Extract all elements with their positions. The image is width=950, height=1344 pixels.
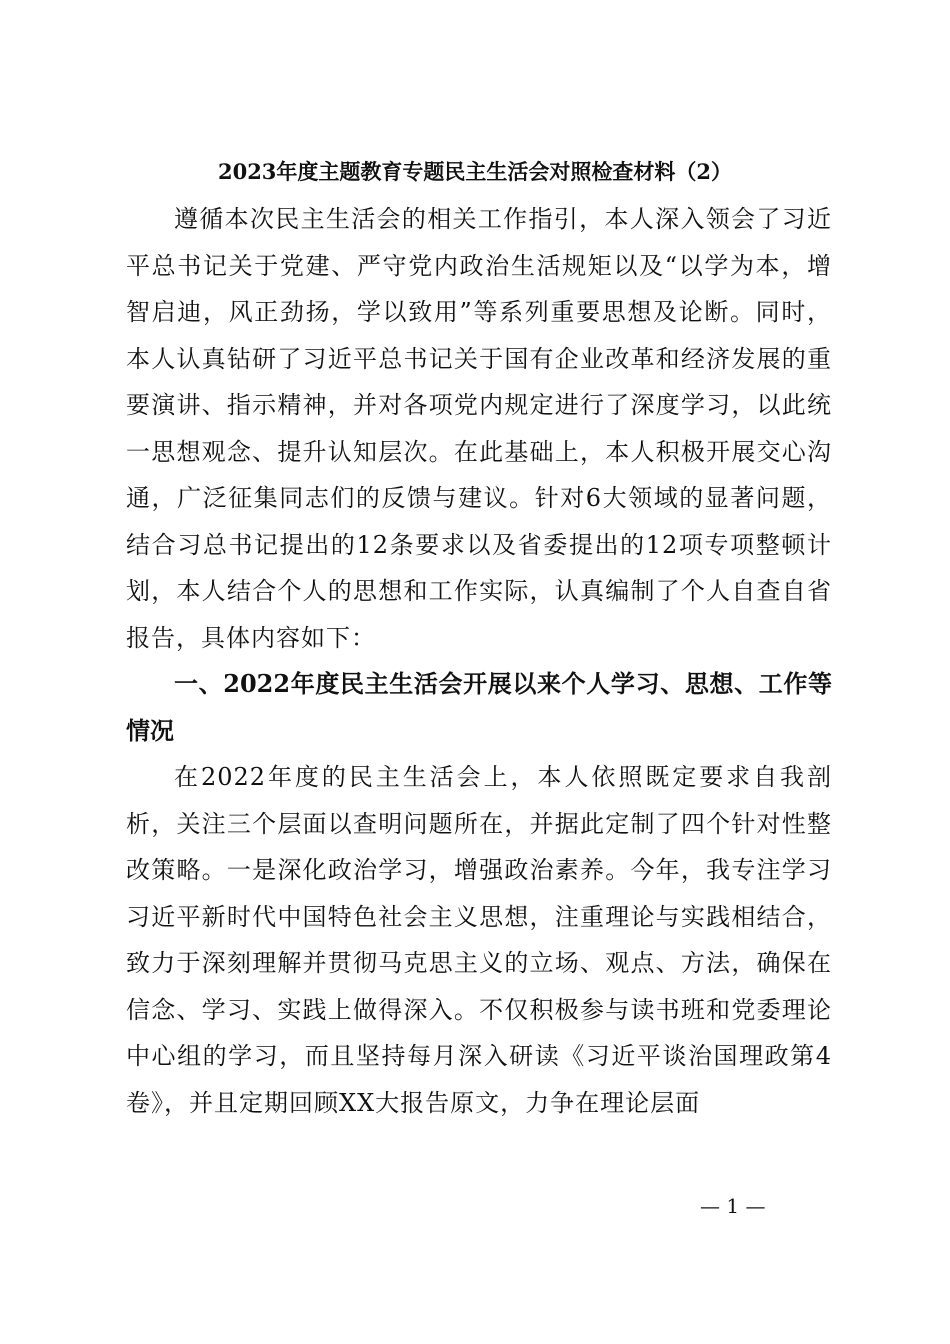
document-title: 2023年度主题教育专题民主生活会对照检查材料（2）	[217, 159, 733, 184]
section-1-paragraph: 在2022年度的民主生活会上，本人依照既定要求自我剖析，关注三个层面以查明问题所在，并据此定制了四个针对性整改策略。一是深化政治学习，增强政治素养。今年，我专注学习习近平新时代中国特色社会主义思想，注重理论与实践相结合，致力于深刻理解并贯彻马克思主义的立场、观点、方法，确保在信念、学习、实践上做得深入。不仅积极参与读书班和党委理论中心组的学习，而且坚持每月深入研读《习近平谈治国理政第4卷》，并且定期回顾XX大报告原文，力争在理论层面	[126, 763, 832, 1117]
page-number: — 1 —	[700, 1194, 766, 1218]
section-heading-1: 一、2022年度民主生活会开展以来个人学习、思想、工作等情况	[126, 669, 832, 745]
document-body	[126, 196, 832, 1126]
intro-paragraph: 遵循本次民主生活会的相关工作指引，本人深入领会了习近平总书记关于党建、严守党内政治生活规矩以及“以学为本，增智启迪，风正劲扬，学以致用”等系列重要思想及论断。同时，本人认真钻研了习近平总书记关于国有企业改革和经济发展的重要演讲、指示精神，并对各项党内规定进行了深度学习，以此统一思想观念、提升认知层次。在此基础上，本人积极开展交心沟通，广泛征集同志们的反馈与建议。针对6大领域的显著问题，结合习总书记提出的12条要求以及省委提出的12项专项整顿计划，本人结合个人的思想和工作实际，认真编制了个人自查自省报告，具体内容如下：	[126, 205, 832, 652]
